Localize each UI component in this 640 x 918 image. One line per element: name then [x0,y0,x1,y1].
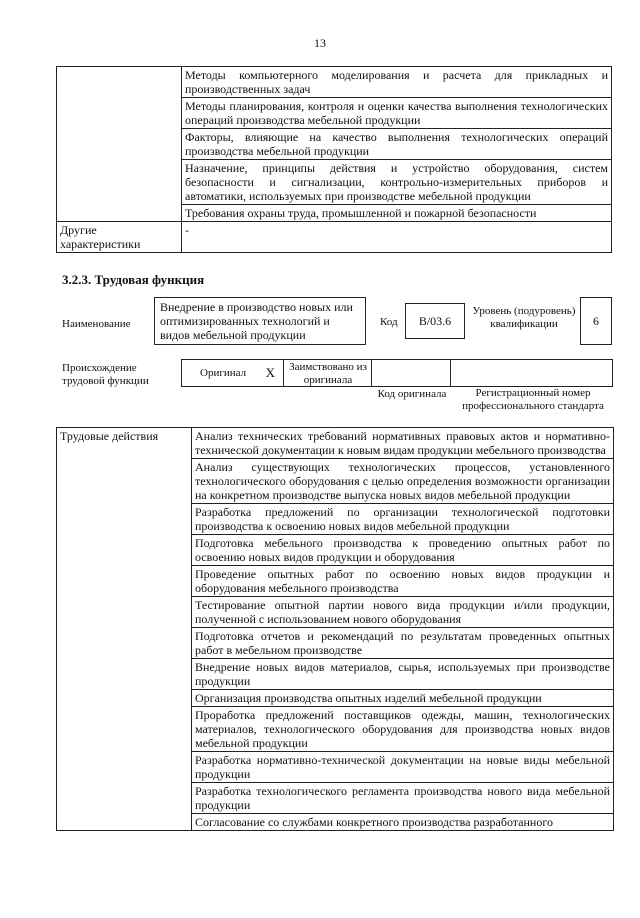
other-characteristics-label: Другие характеристики [57,222,182,253]
labor-action-item: Согласование со службами конкретного производства разработанного [192,814,614,831]
knowledge-item: Требования охраны труда, промышленной и пожарной безопасности [182,205,612,222]
labor-action-item: Внедрение новых видов материалов, сырья, используемых при производстве продукции [192,659,614,690]
labor-actions-table [56,427,614,831]
table-row [57,67,612,98]
original-code-box [371,359,451,387]
empty-label-cell [57,67,182,222]
labor-action-item: Проработка предложений поставщиков одежды, машин, технологических материалов, технологического оборудования для производства новых видов мебельной продукции [192,707,614,752]
knowledge-item: Методы компьютерного моделирования и расчета для прикладных и производственных задач [182,67,612,98]
labor-action-item: Разработка технологического регламента производства нового вида мебельной продукции [192,783,614,814]
labor-actions-label: Трудовые действия [57,428,192,831]
labor-action-item: Анализ технических требований нормативных правовых актов и нормативно-технической документации к новым видам продукции мебельного производства [192,428,614,459]
section-title: 3.2.3. Трудовая функция [62,272,205,287]
borrowed-box [283,359,372,387]
labor-action-item: Разработка нормативно-технической документации на новые виды мебельной продукции [192,752,614,783]
original-box [181,359,284,387]
labor-action-item: Подготовка отчетов и рекомендаций по результатам проведенных опытных работ в мебельном производстве [192,628,614,659]
labor-action-item: Проведение опытных работ по освоению новых видов продукции и оборудования мебельного производства [192,566,614,597]
page-number: 13 [314,36,326,50]
original-label: Оригинал [200,367,247,379]
knowledge-item: Методы планирования, контроля и оценки качества выполнения технологических операций производства мебельной продукции [182,98,612,129]
labor-action-item: Разработка предложений по организации технологической подготовки производства к освоению новых видов мебельной продукции [192,504,614,535]
labor-action-item: Подготовка мебельного производства к проведению опытных работ по освоению новых видов продукции и оборудования [192,535,614,566]
table-row [57,222,612,253]
reg-number-caption: Регистрационный номер профессионального стандарта [462,387,604,412]
labor-action-item: Тестирование опытной партии нового вида продукции и/или продукции, полученной с использованием нового оборудования [192,597,614,628]
level-label: Уровень (подуровень) квалификации [472,305,576,330]
labor-action-item: Организация производства опытных изделий мебельной продукции [192,690,614,707]
borrowed-label: Заимствовано из оригинала [289,361,367,386]
knowledge-table [56,66,612,253]
code-label: Код [380,316,398,328]
table-row [57,428,614,459]
function-code-box: В/03.6 [405,303,465,339]
name-label: Наименование [62,318,131,330]
labor-action-item: Анализ существующих технологических процессов, установленного технологического оборудования с целью определения возможности организации на конкретном производстве выпуска новых видов мебельной продукции [192,459,614,504]
origin-label: Происхождение трудовой функции [62,362,149,387]
code-original-caption: Код оригинала [377,388,447,400]
function-name-box: Внедрение в производство новых или оптимизированных технологий и видов мебельной продукции [154,297,366,345]
knowledge-item: Факторы, влияющие на качество выполнения технологических операций производства мебельной продукции [182,129,612,160]
knowledge-item: Назначение, принципы действия и устройство оборудования, систем безопасности и сигнализации, контрольно-измерительных приборов и автоматики, используемых при производстве мебельной продукции [182,160,612,205]
level-box: 6 [580,297,612,345]
original-mark: X [265,365,275,380]
registration-number-box [450,359,613,387]
other-characteristics-value: - [182,222,612,253]
